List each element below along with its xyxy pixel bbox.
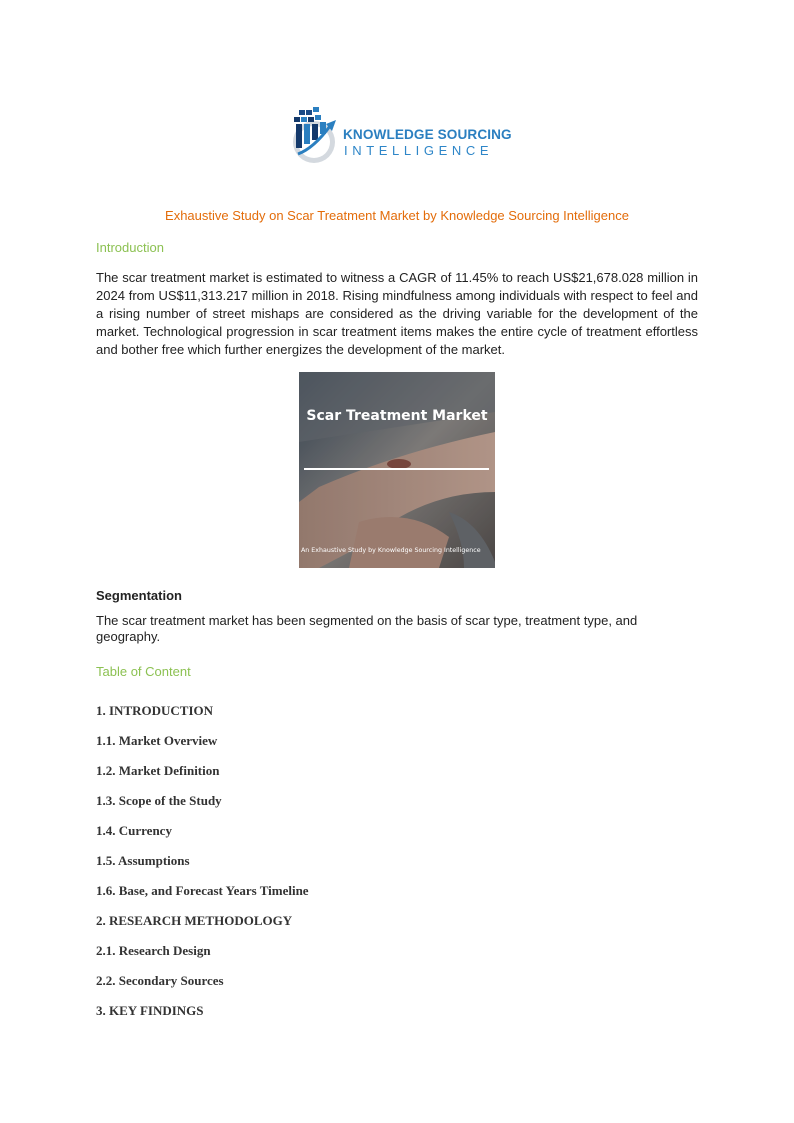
document-title: Exhaustive Study on Scar Treatment Market by Knowledge Sourcing Intelligence (165, 208, 629, 223)
segmentation-text: The scar treatment market has been segmented on the basis of scar type, treatment type, and geography. (96, 613, 638, 644)
cover-title: Scar Treatment Market (306, 408, 488, 424)
toc-item: 2.2. Secondary Sources (96, 973, 224, 988)
toc-item: 2.1. Research Design (96, 943, 211, 958)
cover-photo (299, 372, 495, 568)
toc-item: 2. RESEARCH METHODOLOGY (96, 913, 293, 928)
toc-heading: Table of Content (96, 664, 191, 679)
toc-item: 3. KEY FINDINGS (96, 1003, 204, 1018)
toc-item: 1.5. Assumptions (96, 853, 190, 868)
logo-text-line1: KNOWLEDGE SOURCING (343, 127, 512, 142)
logo-text-line2: INTELLIGENCE (344, 143, 494, 158)
toc-item: 1.6. Base, and Forecast Years Timeline (96, 883, 309, 898)
introduction-heading: Introduction (96, 240, 164, 255)
cover-image (299, 372, 495, 568)
toc-item: 1.1. Market Overview (96, 733, 218, 748)
segmentation-heading: Segmentation (96, 588, 182, 603)
toc-item: 1.2. Market Definition (96, 763, 220, 778)
toc-item: 1. INTRODUCTION (96, 703, 214, 718)
introduction-text: The scar treatment market is estimated to witness a CAGR of 11.45% to reach US$21,678.028 million in 2024 from US$11,313.217 million in 2018. Rising mindfulness among individuals with respect to feel and a rising number of street mishaps are considered as the driving variable for the development of the market. Technological progression in scar treatment items makes the entire cycle of treatment effortless and bother free which further energizes the development of the market. (96, 270, 698, 357)
logo-emblem-icon (290, 104, 344, 166)
toc-list (96, 704, 309, 1034)
toc-item: 1.3. Scope of the Study (96, 793, 222, 808)
company-logo (290, 104, 510, 166)
toc-item: 1.4. Currency (96, 823, 172, 838)
cover-caption: An Exhaustive Study by Knowledge Sourcing Intelligence (301, 547, 481, 554)
